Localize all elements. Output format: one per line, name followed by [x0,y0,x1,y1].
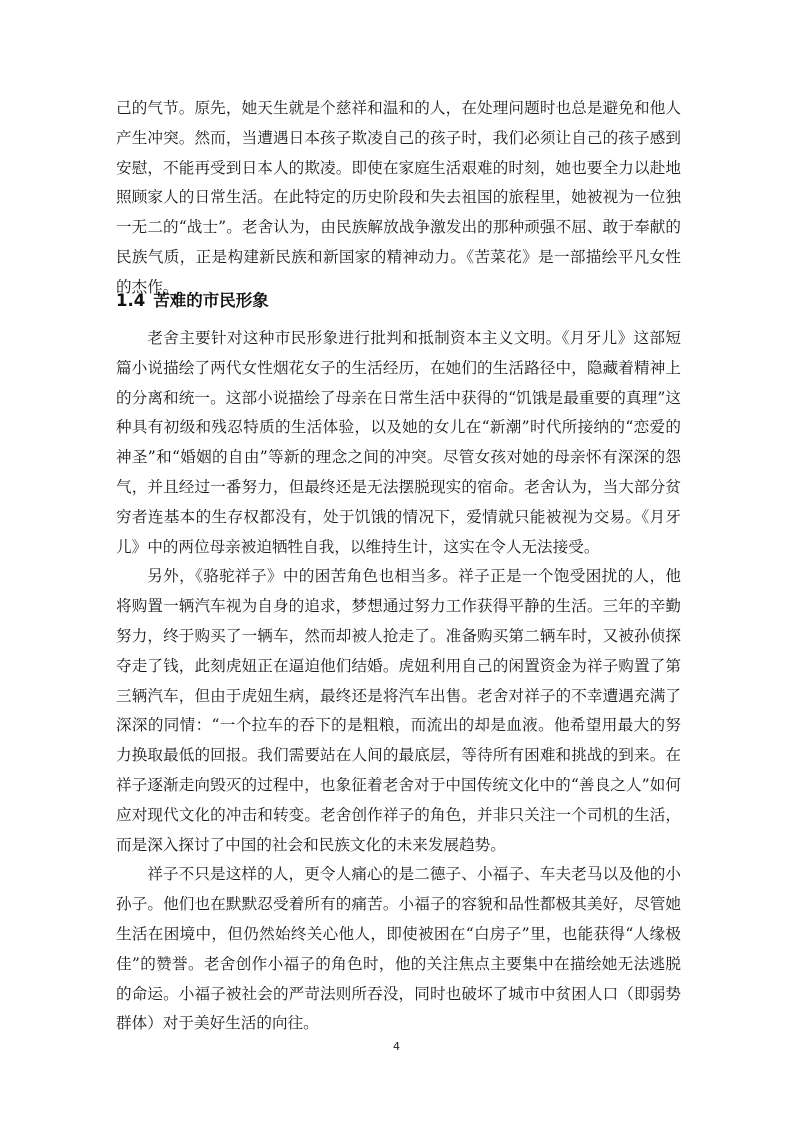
section-body [116,324,681,1039]
continuation-paragraph: 己的气节。原先，她天生就是个慈祥和温和的人，在处理问题时也总是避免和他人产生冲突。然而，当遭遇日本孩子欺凌自己的孩子时，我们必须让自己的孩子感到安慰，不能再受到日本人的欺凌。即使在家庭生活艰难的时刻，她也要全力以赴地照顾家人的日常生活。在此特定的历史阶段和失去祖国的旅程里，她被视为一位独一无二的“战士”。老舍认为，由民族解放战争激发出的那种顽强不屈、敢于奉献的民族气质，正是构建新民族和新国家的精神动力。《苦菜花》是一部描绘平凡女性的杰作。 [116,99,681,296]
paragraph-xiaofuzi: 祥子不只是这样的人，更令人痛心的是二德子、小福子、车夫老马以及他的小孙子。他们也在默默忍受着所有的痛苦。小福子的容貌和品性都极其美好，尽管她生活在困境中，但仍然始终关心他人，即使被困在“白房子”里，也能获得“人缘极佳”的赞誉。老舍创作小福子的角色时，他的关注焦点主要集中在描绘她无法逃脱的命运。小福子被社会的严苛法则所吞没，同时也破坏了城市中贫困人口（即弱势群体）对于美好生活的向往。 [116,865,681,1033]
paragraph-yueyaer: 老舍主要针对这种市民形象进行批判和抵制资本主义文明。《月牙儿》这部短篇小说描绘了两代女性烟花女子的生活经历，在她们的生活路径中，隐藏着精神上的分离和统一。这部小说描绘了母亲在日常生活中获得的“饥饿是最重要的真理”这种具有初级和残忍特质的生活体验，以及她的女儿在“新潮”时代所接纳的“恋爱的神圣”和“婚姻的自由”等新的理念之间的冲突。尽管女孩对她的母亲怀有深深的怨气，并且经过一番努力，但最终还是无法摆脱现实的宿命。老舍认为，当大部分贫穷者连基本的生存权都没有，处于饥饿的情况下，爱情就只能被视为交易。《月牙儿》中的两位母亲被迫牺牲自我，以维持生计，这实在令人无法接受。 [116,329,681,556]
section-heading [116,287,269,315]
section-title: 苦难的市民形象 [153,291,269,310]
page-number: 4 [393,1040,400,1053]
section-number: 1.4 [116,291,146,310]
paragraph-luotuo-xiangzi: 另外，《骆驼祥子》中的困苦角色也相当多。祥子正是一个饱受困扰的人，他将购置一辆汽车视为自身的追求，梦想通过努力工作获得平静的生活。三年的辛勤努力，终于购买了一辆车，然而却被人抢走了。准备购买第二辆车时，又被孙侦探夺走了钱，此刻虎妞正在逼迫他们结婚。虎妞利用自己的闲置资金为祥子购置了第三辆汽车，但由于虎妞生病，最终还是将汽车出售。老舍对祥子的不幸遭遇充满了深深的同情：“一个拉车的吞下的是粗粮，而流出的却是血液。他希望用最大的努力换取最低的回报。我们需要站在人间的最底层，等待所有困难和挑战的到来。在祥子逐渐走向毁灭的过程中，也象征着老舍对于中国传统文化中的“善良之人”如何应对现代文化的冲击和转变。老舍创作祥子的角色，并非只关注一个司机的生活，而是深入探讨了中国的社会和民族文化的未来发展趋势。 [116,567,681,854]
